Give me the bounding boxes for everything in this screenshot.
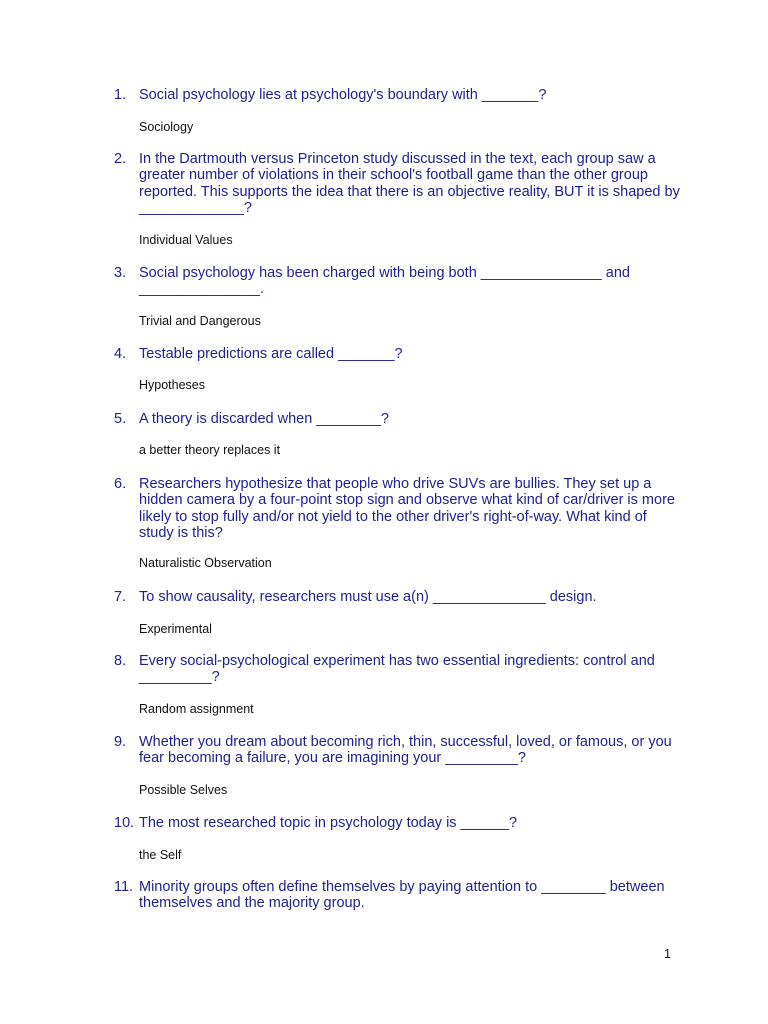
question-8 (114, 653, 684, 686)
answer-7: Experimental (139, 622, 212, 636)
answer-1: Sociology (139, 120, 194, 134)
answer-5: a better theory replaces it (139, 443, 281, 457)
question-number: 1. (114, 87, 127, 103)
question-text: Social psychology has been charged with being both _______________ and _______________. (139, 265, 630, 298)
answer-4: Hypotheses (139, 378, 206, 392)
question-number: 3. (114, 265, 127, 281)
question-10 (114, 815, 684, 831)
question-text: A theory is discarded when ________? (139, 411, 389, 427)
question-text: Every social-psychological experiment has two essential ingredients: control and _________? (139, 653, 655, 686)
question-number: 11. (114, 879, 134, 895)
page-number: 1 (664, 947, 671, 961)
question-2 (114, 151, 684, 217)
question-text: To show causality, researchers must use a(n) ______________ design. (139, 589, 597, 605)
question-number: 10. (114, 815, 135, 831)
question-11 (114, 879, 684, 912)
answer-3: Trivial and Dangerous (139, 314, 261, 328)
answer-8: Random assignment (139, 702, 254, 716)
question-7 (114, 589, 684, 605)
question-text: Minority groups often define themselves by paying attention to ________ between themselves and the majority group. (139, 879, 665, 912)
question-1 (114, 87, 684, 103)
question-number: 4. (114, 346, 127, 362)
question-number: 6. (114, 476, 127, 492)
question-text: Social psychology lies at psychology's boundary with _______? (139, 87, 547, 103)
question-text: In the Dartmouth versus Princeton study discussed in the text, each group saw a greater number of violations in their school's football game than the other group reported. This supports the idea that there is an objective reality, BUT it is shaped by _____________? (139, 151, 680, 217)
question-text: Whether you dream about becoming rich, thin, successful, loved, or famous, or you fear becoming a failure, you are imagining your _________? (139, 734, 672, 767)
question-text: Testable predictions are called _______? (139, 346, 403, 362)
question-number: 9. (114, 734, 127, 750)
question-number: 7. (114, 589, 127, 605)
question-text: The most researched topic in psychology today is ______? (139, 815, 518, 831)
question-4 (114, 346, 684, 362)
question-number: 8. (114, 653, 127, 669)
question-9 (114, 734, 684, 767)
question-5 (114, 411, 684, 427)
answer-2: Individual Values (139, 233, 233, 247)
question-number: 2. (114, 151, 127, 167)
question-text: Researchers hypothesize that people who drive SUVs are bullies. They set up a hidden camera by a four-point stop sign and observe what kind of car/driver is more likely to stop fully and/or not yield to the other driver's right-of-way. What kind of study is this? (139, 476, 675, 542)
question-3 (114, 265, 684, 298)
answer-9: Possible Selves (139, 783, 228, 797)
question-6 (114, 476, 684, 542)
answer-6: Naturalistic Observation (139, 556, 272, 570)
question-number: 5. (114, 411, 127, 427)
answer-10: the Self (139, 848, 182, 862)
